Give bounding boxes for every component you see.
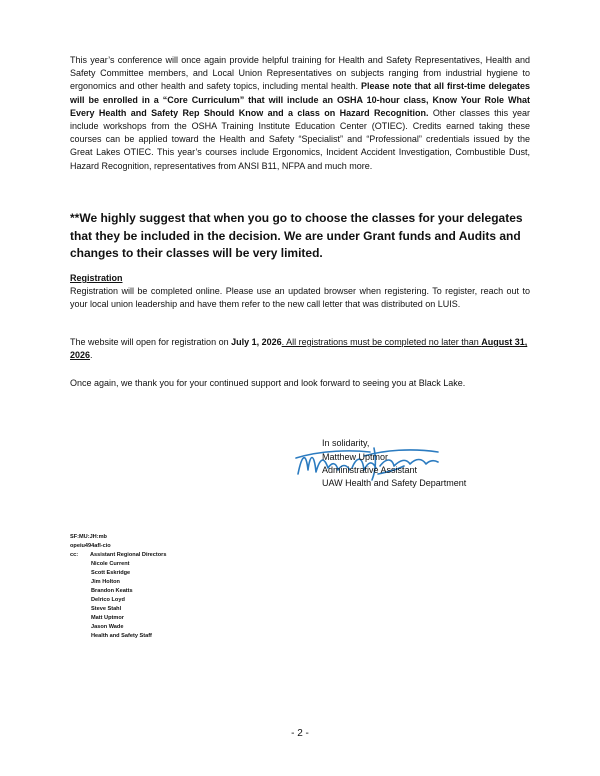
signer-title: Administrative Assistant: [322, 465, 418, 475]
cc-recipient: Delrico Loyd: [91, 597, 125, 603]
cc-recipient: Assistant Regional Directors: [90, 552, 167, 558]
open-date: July 1, 2026: [231, 337, 282, 347]
closing-paragraph: Once again, we thank you for your continued support and look forward to seeing you at Black Lake.: [70, 378, 466, 388]
cc-recipient: Jim Holton: [91, 579, 120, 585]
cc-recipient: Matt Uptmor: [91, 615, 124, 621]
registration-paragraph: Registration will be completed online. Please use an updated browser when registering. To register, reach out to your local union leadership and have them refer to the new call letter that was distributed on LUIS.: [70, 286, 530, 310]
cc-recipient: Jason Wade: [91, 624, 124, 630]
signer-department: UAW Health and Safety Department: [322, 478, 467, 488]
deadline-text: . All registrations must be completed no later than: [281, 337, 482, 347]
highlight-notice: **We highly suggest that when you go to choose the classes for your delegates that they be included in the decision. We are under Grant funds and Audits and changes to their classes will be very limited.: [70, 211, 523, 260]
intro-paragraph: [70, 54, 530, 173]
signature-closing: In solidarity,: [322, 438, 370, 448]
cc-recipient: Brandon Keatts: [91, 588, 133, 594]
core-curriculum-note: Please note that all first-time delegates will be enrolled in a “Core Curriculum” that will include an OSHA 10-hour class, Know Your Role What Every Health and Safety Rep Should Know and a class on Hazard Recognition.: [70, 81, 530, 118]
initials-line: SF:MU:JH:mb: [70, 534, 107, 540]
cc-label: cc:: [70, 552, 79, 558]
dates-end: .: [90, 350, 93, 361]
cc-recipient: Health and Safety Staff: [91, 633, 152, 639]
signer-name: Matthew Uptmor: [322, 452, 389, 462]
page-number: - 2 -: [291, 728, 309, 739]
dates-intro: The website will open for registration on: [70, 337, 232, 347]
cc-recipient: Steve Stahl: [91, 606, 122, 612]
registration-heading: Registration: [70, 273, 123, 283]
cc-recipient: Scott Eskridge: [91, 570, 131, 576]
union-code-line: opeiu494afl-cio: [70, 543, 111, 549]
close-date: August 31, 2026: [70, 337, 528, 361]
intro-text: This year’s conference will once again provide helpful training for Health and Safety Representatives, Health and Safety Committee members, and Local Union Representatives on subjects ranging from industrial hygiene to ergonomics and other health and safety topics, including mental health.: [70, 55, 530, 92]
cc-recipient: Nicole Current: [91, 561, 130, 567]
cc-block: [70, 533, 270, 643]
registration-dates-paragraph: [70, 336, 530, 362]
otiec-text: Other classes this year include workshops from the OSHA Training Institute Education Center (OTIEC). Credits earned taking these courses can be applied toward the Health and Safety “Specialist” and “Professional” credentials issued by the Great Lakes OTIEC. This year’s courses include Ergonomics, Incident Accident Investigation, Combustible Dust, Hazard Recognition, representatives from ANSI B11, NFPA and much more.: [70, 107, 530, 171]
